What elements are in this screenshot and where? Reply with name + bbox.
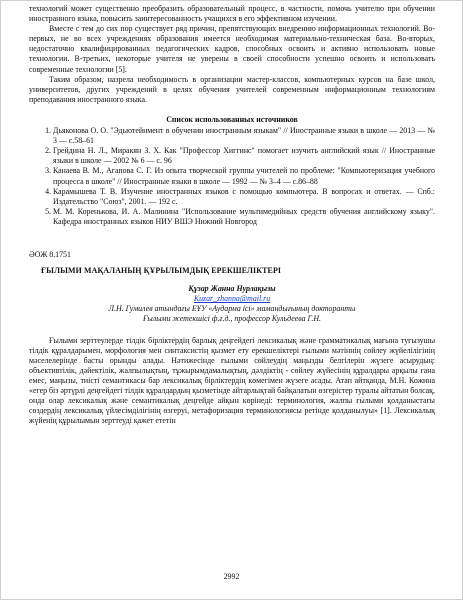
reference-item: 5. М. М. Коренькова, И. А. Малинина "Использование мультимедийных средств обучения английскому языку". Кафедра иностранных языков НИУ ВШЭ Нижний Новгород — [53, 207, 435, 227]
reference-item: 3. Канаева В. М., Агапова С. Г. Из опыта творческой группы учителей по проблеме: "Компьютеризация учебного процесса в школе" // Иностранные языки в школе — 1992 — № 3–4 — с.86–88 — [53, 166, 435, 186]
references-list — [29, 126, 435, 227]
intro-paragraph-2: Вместе с тем до сих пор существует ряд причин, препятствующих внедрению информационных технологий. Во-первых, не во всех учреждениях образования имеется необходимая материально-техническая база. Во-вторых, недостаточно квалифицированных педагогических кадров, способных освоить и активно использовать новые технологии. В-третьих, некоторые учителя не уверены в своей способности успешно освоить и использовать современные технологии [5]. — [29, 24, 435, 74]
article-body-paragraph: Ғылыми зерттеулерде тілдік бірліктердің барлық деңгейдегі лексикалық және грамматикалық мағына туғызушы тілдік құралдарымен, морфология мен синтаксистің қызмет ету ерекшеліктері ғылыми мәтіннің сөйлеу жүйелілігінің мәселелерінде басты орынды алады. Нәтижесінде ғылыми сөйлеудің маңызды белгілерін жүзеге асырудың: объективтілік, дәйектілік, жалпылықтың, тұжырымдамалықтың, дәлдіктің - сөйлеу жүйесінің құралдары арқылы ғана емес, маңызы, тиісті семантикасы бар лексикалық бірліктердің көмегімен жүзеге асады. Атап айтқанда, М.Н. Кожина «егер біз әртүрлі деңгейдегі тілдік құралдардың қызметінде айтарлықтай байқалатын өзгерістер туралы айтатын болсақ, онда олар лексикалық және семантикалық деңгейде айқын көрінеді: терминология, жалпы ғылыми қолданыстағы сөздердің лексикалық үйлесімділігінің өзгеруі, метафоризация терминологиясы ретінде қолданылуы» [1]. Лексикалық жүйенің құрылымын зерттеуді қажет ететін — [29, 335, 435, 426]
article-title: ҒЫЛЫМИ МАҚАЛАНЫҢ ҚҰРЫЛЫМДЫҚ ЕРЕКШЕЛІКТЕРІ — [41, 266, 282, 276]
page-content — [29, 4, 435, 426]
author-affiliation: Л.Н. Гумилев атындағы ЕҰУ «Аударма ісі» мамандығының докторанты — [108, 304, 356, 314]
intro-paragraph-3: Таким образом, назрела необходимость в организации мастер-классов, компьютерных курсов на базе школ, университетов, других учреждений в целях обучения учителей современным информационным технологиям преподавания иностранного языка. — [29, 74, 435, 104]
reference-item: 2. Грейдина Н. Л., Миракян З. Х. Как "Профессор Хиггинс" помогает изучить английский язык // Иностранные языки в школе — 2002 № 6 — с. 96 — [53, 146, 435, 166]
udc-code: ӘОЖ 8.1751 — [29, 249, 71, 259]
references-title: Список использованных источников — [166, 114, 298, 124]
author-email — [29, 294, 435, 304]
reference-item: 4. Карамышева Т. В. Изучение иностранных языков с помощью компьютера. В вопросах и ответах. — Спб.: Издательство "Союз", 2001. — 192 с. — [53, 187, 435, 207]
reference-item: 1. Дьяконова О. О. "Эдьютейнмент в обучении иностранным языкам" // Иностранные языки в школе — 2013 — № 3 — с.58–61 — [53, 126, 435, 146]
author-name: Құзар Жанна Нурлақызы — [188, 284, 276, 294]
email-link[interactable]: Kuzar_zhanna@mail.ru — [193, 294, 271, 304]
page-number: 2992 — [223, 572, 240, 581]
supervisor-line: Ғылыми жетекшісі ф.ғ.д., профессор Кульдеева Г.Н. — [142, 314, 322, 324]
intro-paragraph-1: технологий может существенно преобразить образовательный процесс, в частности, помочь учителю при обучении иностранного языка, повысить заинтересованность учащихся в его эффективном изучении. — [29, 4, 435, 24]
